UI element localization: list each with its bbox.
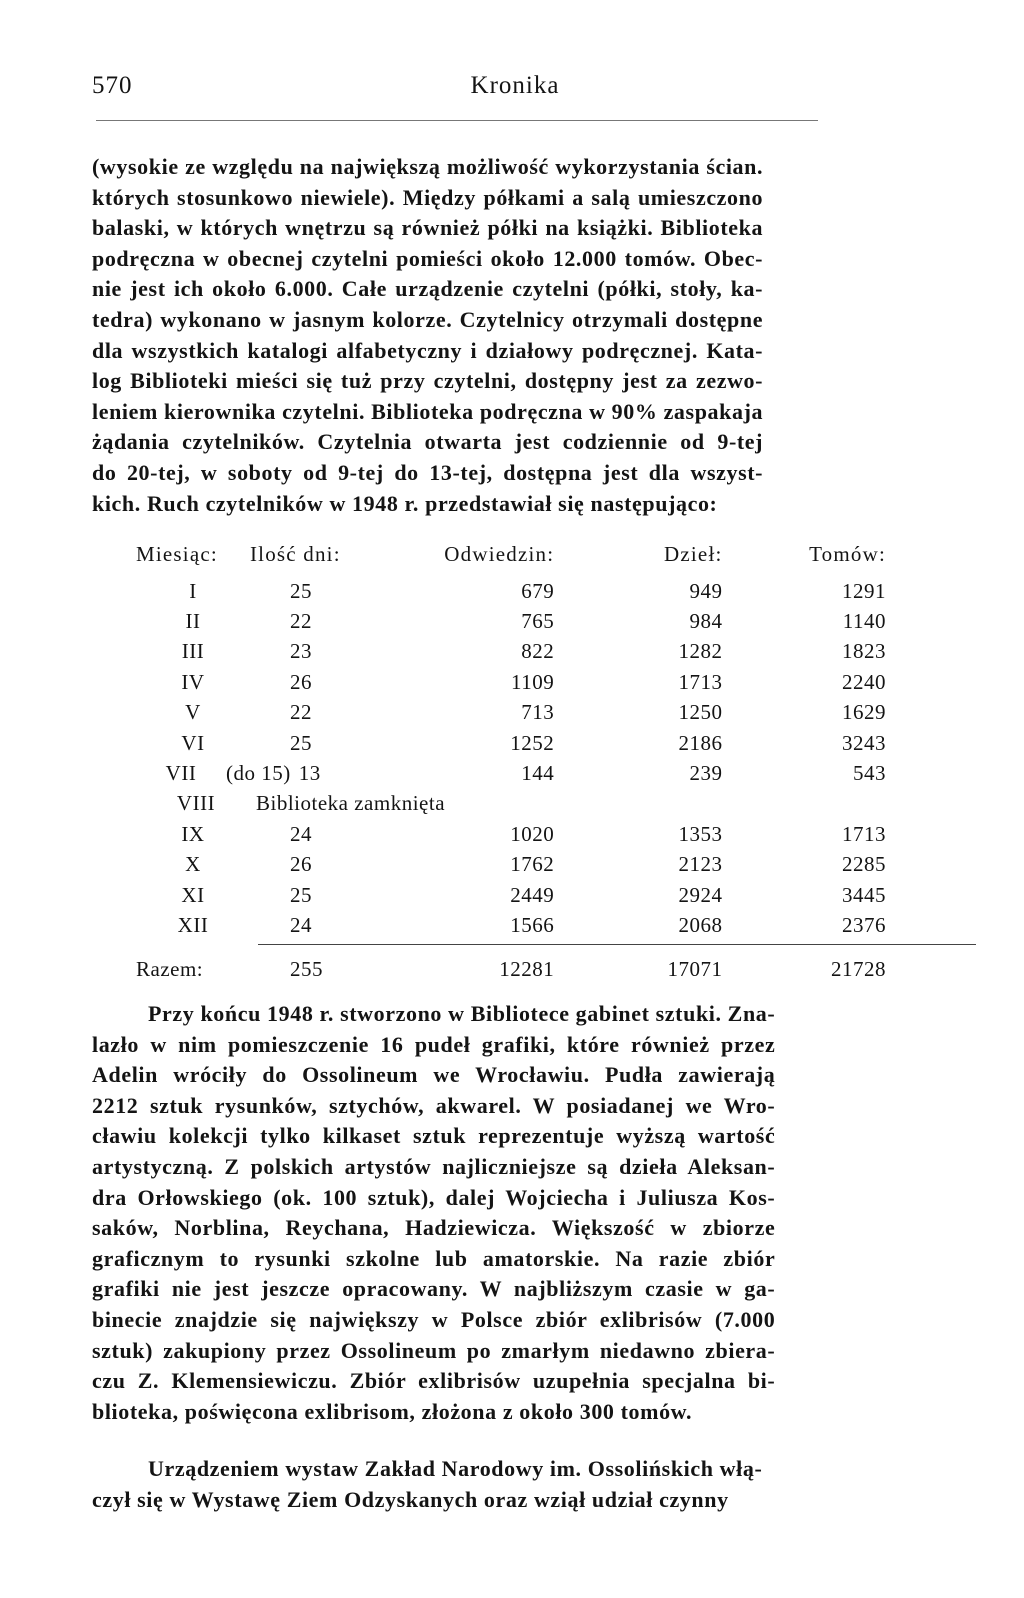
text-line: Przy końcu 1948 r. stworzono w Bibliotece gabinet sztuki. Zna- (148, 1001, 776, 1026)
text-line: binecie znajdzie się największy w Polsce zbiór exlibrisów (7.000 (92, 1306, 776, 1332)
month-cell: IX (181, 821, 205, 846)
works-cell: 2924 (678, 882, 723, 907)
table-row (136, 637, 886, 667)
volumes-cell: 543 (853, 761, 886, 786)
volumes-cell: 2376 (842, 912, 886, 937)
month-cell: III (181, 639, 205, 664)
text-line: artystyczną. Z polskich artystów najliczniejsze są dzieła Aleksan- (92, 1153, 776, 1179)
month-cell: VI (181, 730, 205, 755)
text-line: czu Z. Klemensiewiczu. Zbiór exlibrisów uzupełnia specjalna bi- (92, 1368, 776, 1394)
text-line: których stosunkowo niewiele). Między półkami a salą umieszczono (92, 184, 764, 210)
month-cell: IV (181, 669, 205, 694)
header-rule (96, 120, 818, 121)
days-cell: 25 (289, 730, 312, 755)
table-row (136, 606, 886, 636)
month-cell: V (185, 700, 201, 725)
paragraph-art-cabinet (92, 999, 775, 1427)
visits-cell: 1762 (510, 852, 555, 877)
days-cell: 26 (289, 669, 312, 694)
text-line: żądania czytelników. Czytelnia otwarta jest codziennie od 9-tej (92, 429, 764, 455)
visits-cell: 822 (521, 639, 555, 664)
table-row (136, 789, 886, 819)
text-line: dla wszystkich katalogi alfabetyczny i działowy podręcznej. Kata- (92, 337, 764, 363)
text-line: sztuk) zakupiony przez Ossolineum po zmarłym niedawno zbiera- (92, 1337, 776, 1363)
text-line: Adelin wróciły do Ossolineum we Wrocławiu. Pudła zawierają (92, 1062, 776, 1088)
header-month: Miesiąc: (136, 542, 218, 566)
text-line: graficznym to rysunki szkolne lub amatorskie. Na razie zbiór (92, 1245, 776, 1271)
works-cell: 2123 (678, 852, 723, 877)
volumes-cell: 1291 (842, 578, 886, 603)
text-line: 2212 sztuk rysunków, sztychów, akwarel. W posiadanej we Wro- (92, 1092, 776, 1118)
text-line: nie jest ich około 6.000. Całe urządzenie czytelni (półki, stoły, ka- (92, 276, 764, 302)
days-value: 13 (298, 761, 321, 786)
table-row (136, 667, 886, 697)
days-cell: 24 (289, 821, 312, 846)
volumes-cell: 2240 (842, 669, 886, 694)
text-line: kich. Ruch czytelników w 1948 r. przedstawiał się następująco: (92, 490, 718, 516)
days-cell: 22 (289, 609, 312, 634)
days-cell: 23 (289, 639, 312, 664)
page-number: 570 (92, 72, 133, 99)
volumes-cell: 1140 (842, 609, 886, 634)
visits-cell: 1109 (511, 669, 555, 694)
works-cell: 1250 (678, 700, 723, 725)
visits-cell: 765 (521, 609, 555, 634)
page (92, 72, 938, 1512)
text-line: lazło w nim pomieszczenie 16 pudeł grafiki, które również przez (92, 1031, 776, 1057)
text-line: leniem kierownika czytelni. Biblioteka podręczna w 90% zaspakaja (92, 398, 764, 424)
days-cell: 25 (289, 882, 312, 907)
paragraph-reading-room (92, 152, 763, 519)
works-cell: 2068 (678, 912, 723, 937)
sum-rule (258, 944, 976, 945)
text-line: saków, Norblina, Reychana, Hadziewicza. Większość w zbiorze (92, 1215, 776, 1241)
header-visits: Odwiedzin: (444, 542, 555, 566)
closed-note: Biblioteka zamknięta (256, 791, 446, 816)
table-row (136, 850, 886, 880)
month-label: VIII (176, 791, 216, 816)
works-cell: 2186 (678, 730, 723, 755)
text-line: tedra) wykonano w jasnym kolorze. Czytelnicy otrzymali dostępne (92, 306, 764, 332)
days-cell: 26 (289, 852, 312, 877)
reader-statistics-table (136, 542, 886, 985)
visits-cell: 2449 (510, 882, 555, 907)
visits-cell: 1252 (510, 730, 555, 755)
total-row (136, 941, 886, 985)
month-cell: X (185, 852, 201, 877)
table-row (136, 880, 886, 910)
volumes-cell: 1823 (842, 639, 886, 664)
text-line: (wysokie ze względu na największą możliwość wykorzystania ścian. (92, 154, 764, 179)
table-row (136, 819, 886, 849)
total-volumes: 21728 (831, 957, 886, 982)
month-note: (do 15) (226, 761, 291, 786)
text-line: blioteka, poświęcona exlibrisom, złożona z około 300 tomów. (92, 1398, 693, 1424)
table-body (136, 576, 886, 985)
total-works: 17071 (667, 957, 723, 982)
month-label: VII (165, 761, 197, 786)
table-row (136, 758, 886, 788)
text-line: grafiki nie jest jeszcze opracowany. W najbliższym czasie w ga- (92, 1276, 776, 1302)
days-cell: 25 (289, 578, 312, 603)
month-cell (136, 789, 568, 819)
text-line: balaski, w których wnętrzu są również półki na książki. Biblioteka (92, 215, 764, 241)
works-cell: 1353 (678, 821, 723, 846)
paragraph-exhibitions (92, 1454, 762, 1515)
text-line: log Biblioteki mieści się tuż przy czytelni, dostępny jest za zezwo- (92, 368, 764, 394)
month-cell: XI (181, 882, 205, 907)
page-header (92, 72, 938, 112)
works-cell: 984 (689, 609, 723, 634)
running-title: Kronika (470, 72, 560, 99)
visits-cell: 713 (521, 700, 555, 725)
total-days: 255 (289, 957, 323, 982)
works-cell: 239 (689, 761, 723, 786)
volumes-cell (733, 789, 886, 819)
text-line: dra Orłowskiego (ok. 100 sztuk), dalej Wojciecha i Juliusza Kos- (92, 1184, 776, 1210)
text-line: czył się w Wystawę Ziem Odzyskanych oraz wziął udział czynny (92, 1486, 729, 1512)
text-line: Urządzeniem wystaw Zakład Narodowy im. Ossolińskich włą- (148, 1456, 763, 1481)
visits-cell: 144 (521, 761, 555, 786)
visits-cell: 1566 (510, 912, 555, 937)
text-line: podręczna w obecnej czytelni pomieści około 12.000 tomów. Obec- (92, 245, 764, 271)
volumes-cell: 3445 (842, 882, 886, 907)
works-cell: 1713 (678, 669, 723, 694)
month-cell: I (189, 578, 197, 603)
total-label: Razem: (136, 957, 204, 982)
visits-cell: 1020 (510, 821, 555, 846)
table-row (136, 576, 886, 606)
volumes-cell: 3243 (842, 730, 886, 755)
works-cell (568, 789, 732, 819)
table-row (136, 910, 886, 940)
total-visits: 12281 (499, 957, 555, 982)
text-line: do 20-tej, w soboty od 9-tej do 13-tej, dostępna jest dla wszyst- (92, 459, 764, 485)
works-cell: 1282 (678, 639, 723, 664)
header-works: Dzieł: (664, 542, 723, 566)
month-cell (136, 758, 399, 788)
volumes-cell: 1629 (842, 700, 886, 725)
month-cell: II (185, 609, 201, 634)
works-cell: 949 (689, 578, 723, 603)
header-days: Ilość dni: (249, 542, 341, 566)
table-row (136, 728, 886, 758)
visits-cell: 679 (521, 578, 555, 603)
days-cell: 24 (289, 912, 312, 937)
table-row (136, 698, 886, 728)
month-cell: XII (177, 912, 209, 937)
volumes-cell: 1713 (842, 821, 886, 846)
text-line: cławiu kolekcji tylko kilkaset sztuk reprezentuje wyższą wartość (92, 1123, 776, 1149)
header-volumes: Tomów: (809, 542, 886, 566)
table-header-row (136, 542, 886, 576)
days-cell: 22 (289, 700, 312, 725)
volumes-cell: 2285 (842, 852, 886, 877)
